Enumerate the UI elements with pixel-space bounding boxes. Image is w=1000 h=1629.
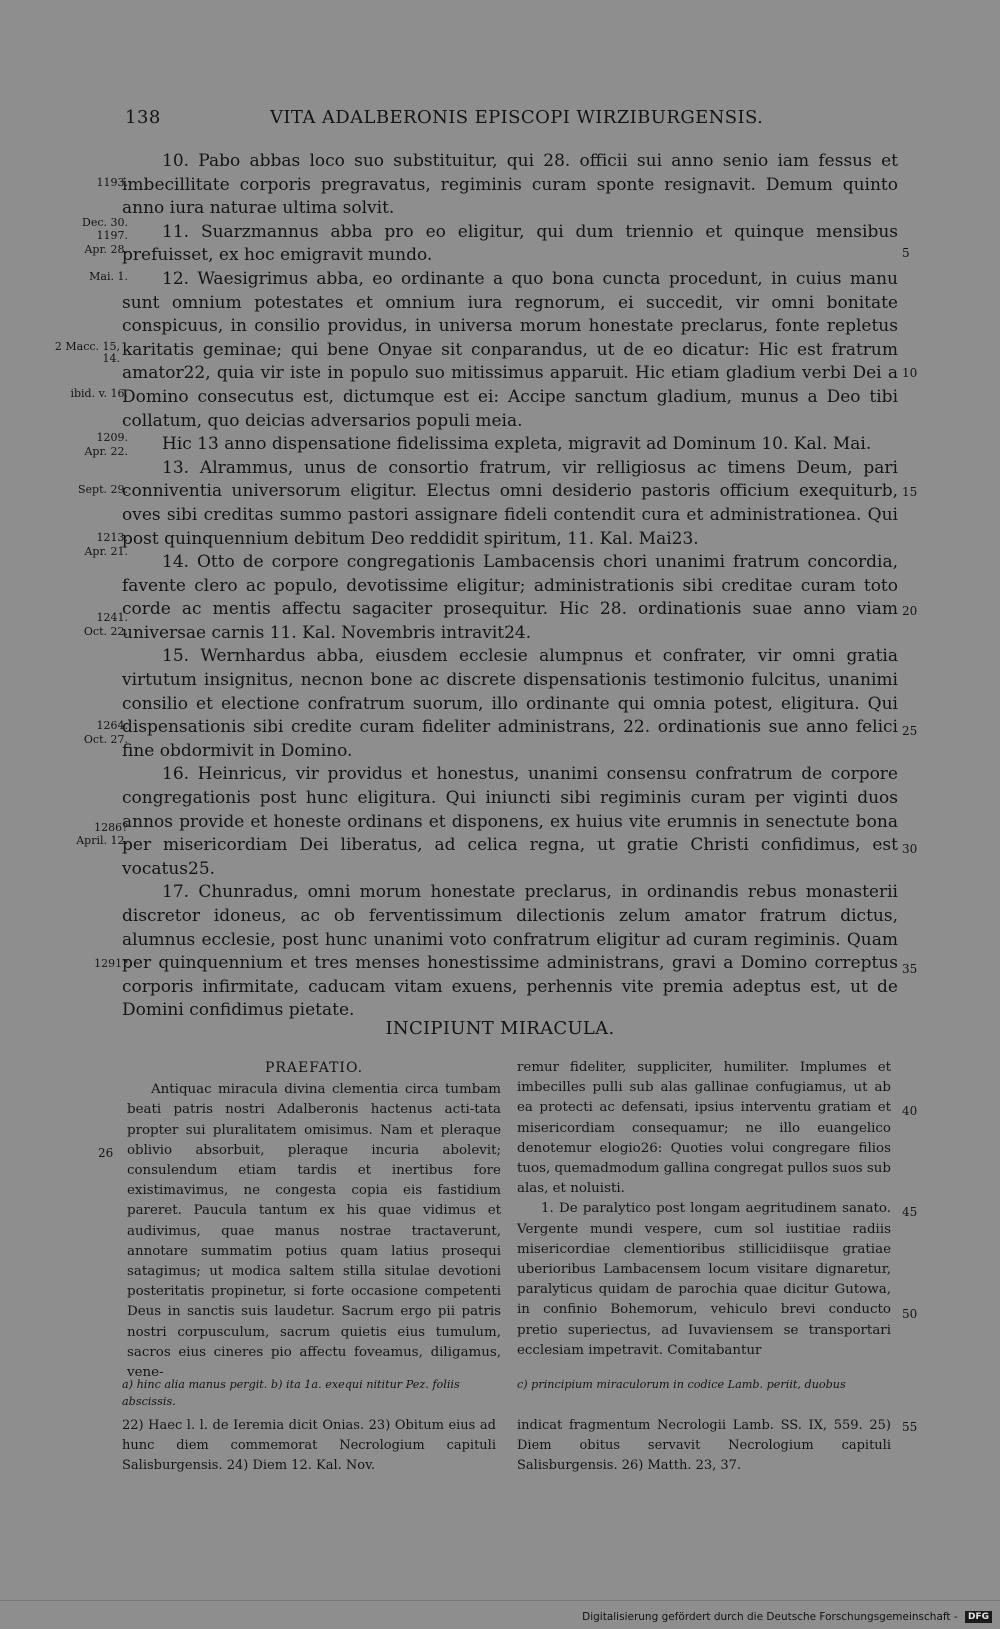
line-number: 20 bbox=[902, 604, 918, 618]
line-number: 55 bbox=[902, 1420, 918, 1434]
paragraph: 17. Chunradus, omni morum honestate preclarus, in ordinandis rebus monasterii discretor idoneus, ac ob ferventissimum dilectionis zelum amator fratrum dictus, alumnus ecclesie, post hunc unanimi voto confratrum eligitur ad curam regiminis. Quam per quinquennium et tres menses honestissime administrans, gravi a Domino correptus corporis infirmitate, caducam vitam exuens, perhennis vite premia adeptus est, ut de Domini confidimus pietate. bbox=[122, 882, 898, 1021]
source-footnotes-left: 22) Haec l. l. de Ieremia dicit Onias. 23) Obitum eius ad hunc diem commemorat Necrologium capituli Salisburgensis. 24) Diem 12. Kal. Nov. bbox=[122, 1418, 496, 1473]
margin-date: 1286? bbox=[94, 821, 128, 834]
margin-date: 1193. bbox=[96, 176, 128, 189]
praefatio-text: Antiquac miracula divina clementia circa tumbam beati patris nostri Adalberonis hactenus acti-tata propter sui pluralitatem omisimus. Nam et pleraque oblivio absorbuit, pleraque incuria abolevit; consulendum etiam tardis et inertibus fore existimavimus, ne congesta copia eis fastidium pareret. Paucula tantum ex his quae vidimus et audivimus, quae manus nostrae tractaverunt, annotare summatim potius quam latius prosequi satagimus; ut modica saltem stilla situlae devotioni posteritatis propinetur, si forte occasione competenti Deus in sanctis suis laudetur. Sacrum ergo pii patris nostri corpusculum, sacrum quietis eius tumulum, sacros eius cineres pio affectu foveamus, diligamus, vene- bbox=[127, 1082, 501, 1381]
line-number: 45 bbox=[902, 1205, 918, 1219]
margin-date: Mai. 1. bbox=[89, 270, 128, 283]
section-title: INCIPIUNT MIRACULA. bbox=[385, 1018, 615, 1039]
margin-date: 1213. bbox=[96, 531, 128, 544]
paragraph: 14. Otto de corpore congregationis Lambacensis chori unanimi fratrum concordia, favente clero ac populo, devotissime eligitur; administrationis sibi creditae curam toto corde ac mentis affectu sagaciter prosequitur. Hic 28. ordinationis suae anno viam universae carnis 11. Kal. Novembris intravit24. bbox=[122, 552, 898, 643]
margin-date: 1209. bbox=[96, 431, 128, 444]
line-number: 50 bbox=[902, 1307, 918, 1321]
margin-date: 1291? bbox=[94, 957, 128, 970]
paragraph: 13. Alrammus, unus de consortio fratrum, vir relligiosus ac timens Deum, pari conniventia universorum eligitur. Electus omni desiderio pastoris officium exequiturb, oves sibi creditas summo pastori assignare fideli contendit cura et administrationea. Qui post quinquennium debitum Deo reddidit spiritum, 11. Kal. Mai23. bbox=[122, 457, 898, 549]
margin-citation: 2 Macc. 15, 14. bbox=[54, 340, 120, 365]
praefatio-continued: remur fideliter, suppliciter, humiliter. Implumes et imbecilles pulli sub alas gallinae confugiamus, ut ab ea protecti ac defensati, ipsius interventu gratiam et misericordiam consequamur; ne illo euangelico denotemur elogio26: Quoties volui congregare filios tuos, quemadmodum gallina congregat pullos suos sub alas, et noluisti. bbox=[517, 1060, 891, 1197]
margin-date: Sept. 29. bbox=[78, 483, 128, 496]
margin-date: 1264. bbox=[96, 719, 128, 732]
funding-footer bbox=[582, 1611, 992, 1623]
margin-date: Apr. 28. bbox=[84, 243, 128, 256]
line-number: 30 bbox=[902, 842, 918, 856]
main-text bbox=[122, 150, 898, 1023]
page-number: 138 bbox=[125, 107, 161, 128]
paragraph: 11. Suarzmannus abba pro eo eligitur, qui dum triennio et quinque mensibus prefuisset, ex hoc emigravit mundo. bbox=[122, 221, 898, 266]
margin-date: Oct. 27. bbox=[83, 733, 128, 746]
critical-footnotes-right: c) principium miraculorum in codice Lamb. periit, duobus bbox=[517, 1378, 846, 1391]
paragraph: 10. Pabo abbas loco suo substituitur, qui 28. officii sui anno senio iam fessus et imbecillitate corporis pregravatus, regiminis curam sponte resignavit. Demum quinto anno iura naturae ultima solvit. bbox=[122, 151, 898, 219]
line-number: 5 bbox=[902, 246, 910, 260]
dfg-logo-icon: DFG bbox=[965, 1611, 992, 1623]
footer-divider bbox=[0, 1600, 1000, 1601]
margin-date: Apr. 21. bbox=[84, 545, 128, 558]
margin-date: Oct. 22. bbox=[83, 625, 128, 638]
line-number: 35 bbox=[902, 962, 918, 976]
column-left bbox=[127, 1058, 501, 1383]
margin-date: 1197. bbox=[96, 229, 128, 242]
praefatio-title: PRAEFATIO. bbox=[264, 1060, 364, 1076]
critical-footnotes-left: a) hinc alia manus pergit. b) ita 1a. exequi nititur Pez. foliis abscissis. bbox=[122, 1378, 460, 1408]
margin-date: April. 12. bbox=[76, 834, 128, 847]
paragraph: 15. Wernhardus abba, eiusdem ecclesie alumpnus et confrater, vir omni gratia virtutum insignitus, necnon bone ac discrete dispensationis testimonio fulcitus, unanimi consilio et electione confratrum suorum, illo ordinante qui omnia potest, eligitura. Qui dispensationis sibi credite curam fideliter administrans, 22. ordinationis sue anno felici fine obdormivit in Domino. bbox=[122, 646, 898, 761]
line-number: 25 bbox=[902, 724, 918, 738]
line-number: 26 bbox=[98, 1146, 114, 1160]
paragraph: Hic 13 anno dispensatione fidelissima expleta, migravit ad Dominum 10. Kal. Mai. bbox=[162, 434, 872, 455]
paragraph: 16. Heinricus, vir providus et honestus, unanimi consensu confratrum de corpore congregationis post hunc eligitura. Qui iniuncti sibi regiminis curam per viginti duos annos provide et honeste ordinans et disponens, ex huius vite erumnis in senectute bona per misericordiam Dei liberatus, ad celica regna, ut gratie Christi confidimus, est vocatus25. bbox=[122, 764, 898, 879]
running-title: VITA ADALBERONIS EPISCOPI WIRZIBURGENSIS. bbox=[270, 107, 764, 128]
source-footnotes-right: indicat fragmentum Necrologii Lamb. SS. IX, 559. 25) Diem obitus servavit Necrologium capituli Salisburgensis. 26) Matth. 23, 37. bbox=[517, 1418, 891, 1473]
line-number: 10 bbox=[902, 366, 918, 380]
miracle-1-text: 1. De paralytico post longam aegritudinem sanato. Vergente mundi vespere, cum sol iustitiae radiis misericordiae clementioribus stillicidiisque gratiae uberioribus Lambacensem locum visitare dignaretur, paralyticus quidam de parochia quae dicitur Gutowa, in confinio Bohemorum, vehiculo brevi conducto pretio superiectus, ad Iuvaviensem se transportari ecclesiam impetravit. Comitabantur bbox=[517, 1201, 891, 1358]
margin-date: 1241. bbox=[96, 611, 128, 624]
margin-citation: ibid. v. 16. bbox=[70, 387, 128, 400]
column-right bbox=[517, 1058, 891, 1361]
margin-date: Apr. 22. bbox=[84, 445, 128, 458]
line-number: 15 bbox=[902, 485, 918, 499]
margin-date: Dec. 30. bbox=[82, 216, 128, 229]
footer-text: Digitalisierung gefördert durch die Deutsche Forschungsgemeinschaft - bbox=[582, 1611, 958, 1623]
paragraph: 12. Waesigrimus abba, eo ordinante a quo bona cuncta procedunt, in cuius manu sunt omnium potestates et omnium iura regnorum, ei succedit, vir omni bonitate conspicuus, in consilio providus, in universa morum honestate preclarus, fonte repletus karitatis geminae; qui bene Onyae sit conparandus, ut de eo dicatur: Hic est fratrum amator22, quia vir iste in populo suo mitissimus apparuit. Hic etiam gladium verbi Dei a Domino consecutus est, dictumque est ei: Accipe sanctum gladium, munus a Deo tibi collatum, quo deicias adversarios populi meia. bbox=[122, 268, 898, 431]
line-number: 40 bbox=[902, 1104, 918, 1118]
